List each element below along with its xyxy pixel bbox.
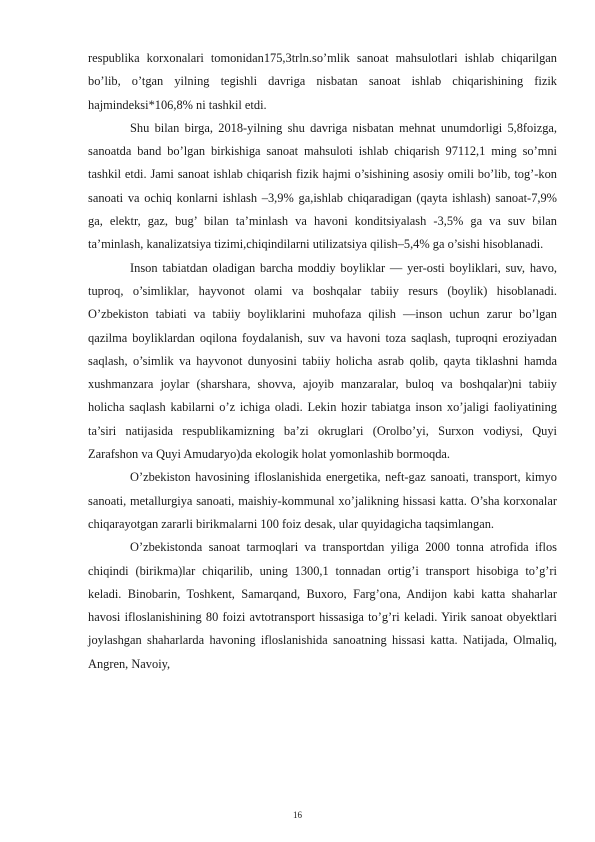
paragraph-4: O’zbekiston havosining ifloslanishida energetika, neft-gaz sanoati, transport, kimyo sanoati, metallurgiya sanoati, maishiy-kommunal xo’jalikning hissasi katta. O’sha korxonalar chiqarayotgan zararli birikmalarni 100 foiz desak, ular quyidagicha taqsimlangan. (88, 470, 557, 531)
paragraph-3: Inson tabiatdan oladigan barcha moddiy boyliklar — yer-osti boyliklari, suv, havo, tuproq, o’simliklar, hayvonot olami va boshqalar tabiiy resurs (boylik) hisoblanadi. O’zbekiston tabiati va tabiiy boyliklarini muhofaza qilish —inson uchun zarur bo’lgan qazilma boyliklardan oqilona foydalanish, suv va havoni toza saqlash, tuproqni eroziyadan saqlash, o’simlik va hayvonot dunyosini tabiiy holicha asrab qolib, qayta tiklashni hamda xushmanzara joylar (sharshara, shovva, ajoyib manzaralar, buloq va boshqalar)ni tabiiy holicha saqlash kabilarni o’z ichiga oladi. Lekin hozir tabiatga inson xo’jaligi faoliyatining ta’siri natijasida respublikamizning ba’zi okruglari (Orolbo’yi, Surxon vodiysi, Quyi Zarafshon va Quyi Amudaryo)da ekologik holat yomonlashib bormoqda. (88, 260, 557, 462)
page-number: 16 (293, 810, 302, 820)
paragraph-5: O’zbekistonda sanoat tarmoqlari va transportdan yiliga 2000 tonna atrofida iflos chiqindi (birikma)lar chiqarilib, uning 1300,1 tonnadan ortig’i transport hisobiga to’g’ri keladi. Binobarin, Toshkent, Samarqand, Buxoro, Farg’ona, Andijon kabi katta shaharlar havosi ifloslanishining 80 foizi avtotransport hissasiga to’g’ri keladi. Yirik sanoat obyektlari joylashgan shaharlarda havoning ifloslanishida sanoatning hissasi katta. Natijada, Olmaliq, Angren, Navoiy, (88, 540, 557, 671)
paragraph-2: Shu bilan birga, 2018-yilning shu davriga nisbatan mehnat unumdorligi 5,8foizga, sanoatda band bo’lgan birkishiga sanoat mahsuloti ishlab chiqarish 97112,1 ming so’mni tashkil etdi. Jami sanoat ishlab chiqarish fizik hajmi o’sishining asosiy omili bo’lib, tog’-kon sanoati va ochiq konlarni ishlash –3,9% ga,ishlab chiqaradigan (qayta ishlash) sanoat-7,9% ga, elektr, gaz, bug’ bilan ta’minlash va havoni konditsiyalash -3,5% ga va suv bilan ta’minlash, kanalizatsiya tizimi,chiqindilarni utilizatsiya qilish–5,4% ga o’sishi hisoblanadi. (88, 120, 557, 252)
paragraph-1: respublika korxonalari tomonidan175,3trln.so’mlik sanoat mahsulotlari ishlab chiqarilgan bo’lib, o’tgan yilning tegishli davriga nisbatan sanoat ishlab chiqarishining fizik hajmindeksi*106,8% ni tashkil etdi. (88, 51, 557, 112)
document-page (88, 47, 557, 676)
